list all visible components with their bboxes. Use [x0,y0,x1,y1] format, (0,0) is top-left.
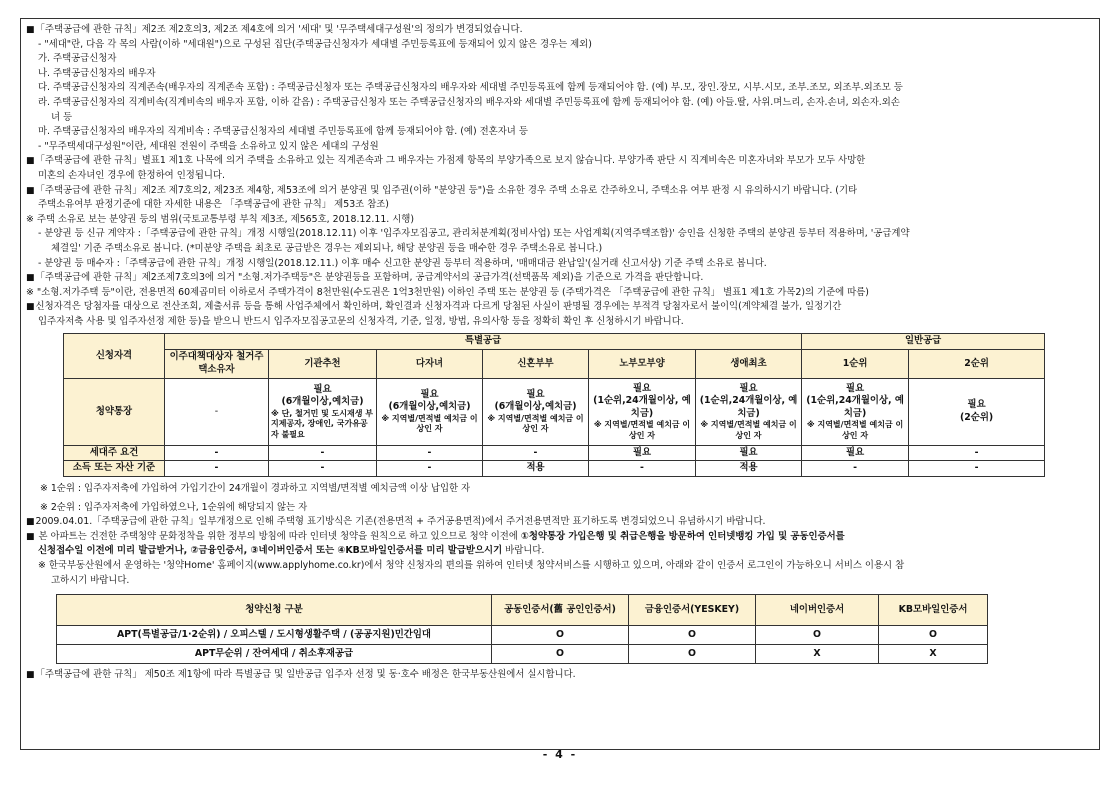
cell-income: - [802,461,909,477]
cell-householder: - [483,445,589,461]
cell-income: - [377,461,483,477]
note-line: ※ 2순위 : 입주자저축에 가입하였으나, 1순위에 해당되지 않는 자 [26,501,1091,516]
cell-income: - [589,461,696,477]
cell-income: 적용 [483,461,589,477]
notice-line: ※ "소형.저가주택 등"이란, 전용면적 60제곱미터 이하로서 주택가격이 8천만원(수도권은 1억3천만원) 이하인 주택 또는 분양권 등 (주택가격은 「주택공급에 관한 규칙」 별표1 제1호 가목2)의 기준에 따름) [26,286,1091,301]
note-line: ■ 2009.04.01.「주택공급에 관한 규칙」일부개정으로 인해 주택형 표기방식은 기존(전용면적 + 주거공용면적)에서 주거전용면적만 표기하도록 변경되었으니 유념하시기 바랍니다. [26,515,1091,530]
notice-line: - 분양권 등 신규 계약자 :「주택공급에 관한 규칙」개정 시행일(2018.12.11) 이후 '입주자모집공고, 관리처분계획(정비사업) 또는 사업계획(지역주택조합)' 승인을 신청한 주택의 분양권 등부터 적용하며, '공급계약 [38,228,910,240]
cell-account-rank2: 필요 (2순위) [909,378,1045,445]
cell-availability: O [629,645,756,664]
header-relocation: 이주대책대상자 철거주택소유자 [165,349,269,378]
cell-income: - [269,461,377,477]
notice-line: - "세대"란, 다음 각 목의 사람(이하 "세대원")으로 구성된 집단(주택공급신청자가 세대별 주민등록표에 등재되어 있지 않은 경우는 제외) [38,38,592,50]
note-line: ※ 1순위 : 입주자저축에 가입하여 가입기간이 24개월이 경과하고 지역별/면적별 예치금액 이상 납입한 자 [26,482,1091,497]
page-number: - 4 - [542,748,578,761]
cell-householder: 필요 [589,445,696,461]
header-financial-certificate: 금융인증서(YESKEY) [629,595,756,626]
notice-line: 주택소유여부 판정기준에 대한 자세한 내용은 「주택공급에 관한 규칙」 제53조 참조) [38,199,389,211]
notice-line: - "무주택세대구성원"이란, 세대원 전원이 주택을 소유하고 있지 않은 세대의 구성원 [38,140,379,152]
header-rank2: 2순위 [909,349,1045,378]
notice-line: ■ 「주택공급에 관한 규칙」제2조 제7호의2, 제23조 제4항, 제53조에 의거 분양권 및 입주권(이하 "분양권 등")을 소유한 경우 주택 소유로 간주하오니, 주택소유 여부 판정 시 유의하시기 바랍니다. (기타 [26,184,1091,199]
cell-income: - [165,461,269,477]
header-first-time: 생애최초 [696,349,802,378]
qualification-table [63,333,1045,477]
cell-account-rank1: 필요 (1순위,24개월이상, 예치금) ※ 지역별/면적별 예치금 이상인 자 [802,378,909,445]
cell-account-newlywed: 필요 (6개월이상,예치금) ※ 지역별/면적별 예치금 이상인 자 [483,378,589,445]
note-line: ■ 본 아파트는 건전한 주택청약 문화정착을 위한 정부의 방침에 따라 인터넷 청약을 원칙으로 하고 있으므로 청약 이전에 ①청약통장 가입은행 및 취급은행을 방문하여 인터넷뱅킹 가입 및 공동인증서를 [26,530,1091,545]
header-application-type: 청약신청 구분 [57,595,492,626]
notice-line: 미혼의 손자녀인 경우에 한정하여 인정됩니다. [38,169,225,181]
notice-line: 나. 주택공급신청자의 배우자 [38,67,156,79]
cell-availability: X [756,645,879,664]
cell-householder: 필요 [696,445,802,461]
note-line: 신청접수일 이전에 미리 발급받거나, ②금융인증서, ③네이버인증서 또는 ④KB모바일인증서를 미리 발급받으시기 바랍니다. [38,545,545,557]
header-elderly-parent: 노부모부양 [589,349,696,378]
cell-availability: O [629,626,756,645]
header-kb-certificate: KB모바일인증서 [879,595,988,626]
header-qualification: 신청자격 [64,334,165,379]
cell-householder: - [269,445,377,461]
cell-householder: 필요 [802,445,909,461]
header-multichild: 다자녀 [377,349,483,378]
cell-income: - [909,461,1045,477]
note-line: 고하시기 바랍니다. [51,574,130,586]
cell-householder: - [165,445,269,461]
notice-line: ■ 「주택공급에 관한 규칙」제2조 제2호의3, 제2조 제4호에 의거 '세대' 및 '무주택세대구성원'의 정의가 변경되었습니다. [26,23,1091,38]
cell-account-first-time: 필요 (1순위,24개월이상, 예치금) ※ 지역별/면적별 예치금 이상인 자 [696,378,802,445]
footer-line: ■ 「주택공급에 관한 규칙」 제50조 제1항에 따라 특별공급 및 일반공급 입주자 선정 및 동·호수 배정은 한국부동산원에서 실시합니다. [26,668,1091,683]
cell-application-type: APT무순위 / 잔여세대 / 취소후재공급 [57,645,492,664]
cell-availability: O [756,626,879,645]
cell-householder: - [909,445,1045,461]
cell-availability: O [492,645,629,664]
notice-line: ■ 「주택공급에 관한 규칙」제2조제7호의3에 의거 "소형.저가주택등"은 분양권등을 포함하며, 공급계약서의 공급가격(선택품목 제외)을 기준으로 가격을 판단합니다. [26,271,1091,286]
cell-availability: O [492,626,629,645]
cell-account-institution: 필요 (6개월이상,예치금) ※ 단, 철거민 및 도시재생 부지제공자, 장애인, 국가유공자 불필요 [269,378,377,445]
cell-income: 적용 [696,461,802,477]
cell-application-type: APT(특별공급/1·2순위) / 오피스텔 / 도시형생활주택 / (공공지원)민간임대 [57,626,492,645]
row-label-account: 청약통장 [64,378,165,445]
cell-account-elderly-parent: 필요 (1순위,24개월이상, 예치금) ※ 지역별/면적별 예치금 이상인 자 [589,378,696,445]
cell-availability: O [879,626,988,645]
cell-householder: - [377,445,483,461]
header-joint-certificate: 공동인증서(舊 공인인증서) [492,595,629,626]
header-institution: 기관추천 [269,349,377,378]
cell-availability: X [879,645,988,664]
header-rank1: 1순위 [802,349,909,378]
notice-line: 다. 주택공급신청자의 직계존속(배우자의 직계존속 포함) : 주택공급신청자 또는 주택공급신청자의 배우자와 세대별 주민등록표에 함께 등재되어야 함. (예) 부.모, 장인.장모, 시부.시모, 조부.조모, 외조부.외조모 등 [38,82,903,94]
notice-line: ■ 신청자격은 당첨자를 대상으로 전산조회, 제출서류 등을 통해 사업주체에서 확인하며, 확인결과 신청자격과 다르게 당첨된 사실이 판명될 경우에는 부적격 당첨자로서 불이익(계약체결 불가, 일정기간 [26,300,1091,315]
header-newlywed: 신혼부부 [483,349,589,378]
cell-account-multichild: 필요 (6개월이상,예치금) ※ 지역별/면적별 예치금 이상인 자 [377,378,483,445]
cell-account-relocation: - [165,378,269,445]
notice-line: 체결일' 기준 주택소유로 봅니다. (*미분양 주택을 최초로 공급받은 경우는 제외되나, 해당 분양권 등을 매수한 경우 주택소유로 봅니다.) [51,242,603,254]
notice-line: ※ 주택 소유로 보는 분양권 등의 범위(국토교통부령 부칙 제3조, 제565호, 2018.12.11. 시행) [26,213,1091,228]
header-special-supply: 특별공급 [165,334,802,350]
notice-line: 가. 주택공급신청자 [38,53,117,65]
note-line: ※ 한국부동산원에서 운영하는 '청약Home' 홈페이지(www.applyhome.co.kr)에서 청약 신청자의 편의를 위하여 인터넷 청약서비스를 시행하고 있으며, 아래와 같이 인증서 로그인이 가능하오니 서비스 이용시 참 [26,559,1091,574]
document-frame [20,18,1100,750]
notice-line: ■ 「주택공급에 관한 규칙」별표1 제1호 나목에 의거 주택을 소유하고 있는 직계존속과 그 배우자는 가점제 항목의 부양가족으로 보지 않습니다. 부양가족 판단 시 직계비속은 미혼자녀와 부모가 모두 사망한 [26,154,1091,169]
notice-line: 라. 주택공급신청자의 직계비속(직계비속의 배우자 포함, 이하 같음) : 주택공급신청자 또는 주택공급신청자의 배우자와 세대별 주민등록표에 함께 등재되어야 함. (예) 아들.딸, 사위.며느리, 손자.손녀, 외손자.외손 [38,96,900,108]
notice-line: - 분양권 등 매수자 :「주택공급에 관한 규칙」개정 시행일(2018.12.11.) 이후 매수 신고한 분양권 등부터 적용하며, '매매대금 완납일'(실거래 신고서상) 기준 주택 소유로 봅니다. [38,257,767,269]
row-label-income: 소득 또는 자산 기준 [64,461,165,477]
header-general-supply: 일반공급 [802,334,1045,350]
certificate-table [56,594,988,664]
notice-line: 마. 주택공급신청자의 배우자의 직계비속 : 주택공급신청자의 세대별 주민등록표에 함께 등재되어야 함. (예) 전혼자녀 등 [38,126,528,138]
row-label-householder: 세대주 요건 [64,445,165,461]
notice-line: 입주자저축 사용 및 입주자선정 제한 등)을 받으니 반드시 입주자모집공고문의 신청자격, 기준, 일정, 방법, 유의사항 등을 정확히 확인 후 신청하시기 바랍니다. [38,315,684,327]
header-naver-certificate: 네이버인증서 [756,595,879,626]
notice-line: 녀 등 [51,111,73,123]
